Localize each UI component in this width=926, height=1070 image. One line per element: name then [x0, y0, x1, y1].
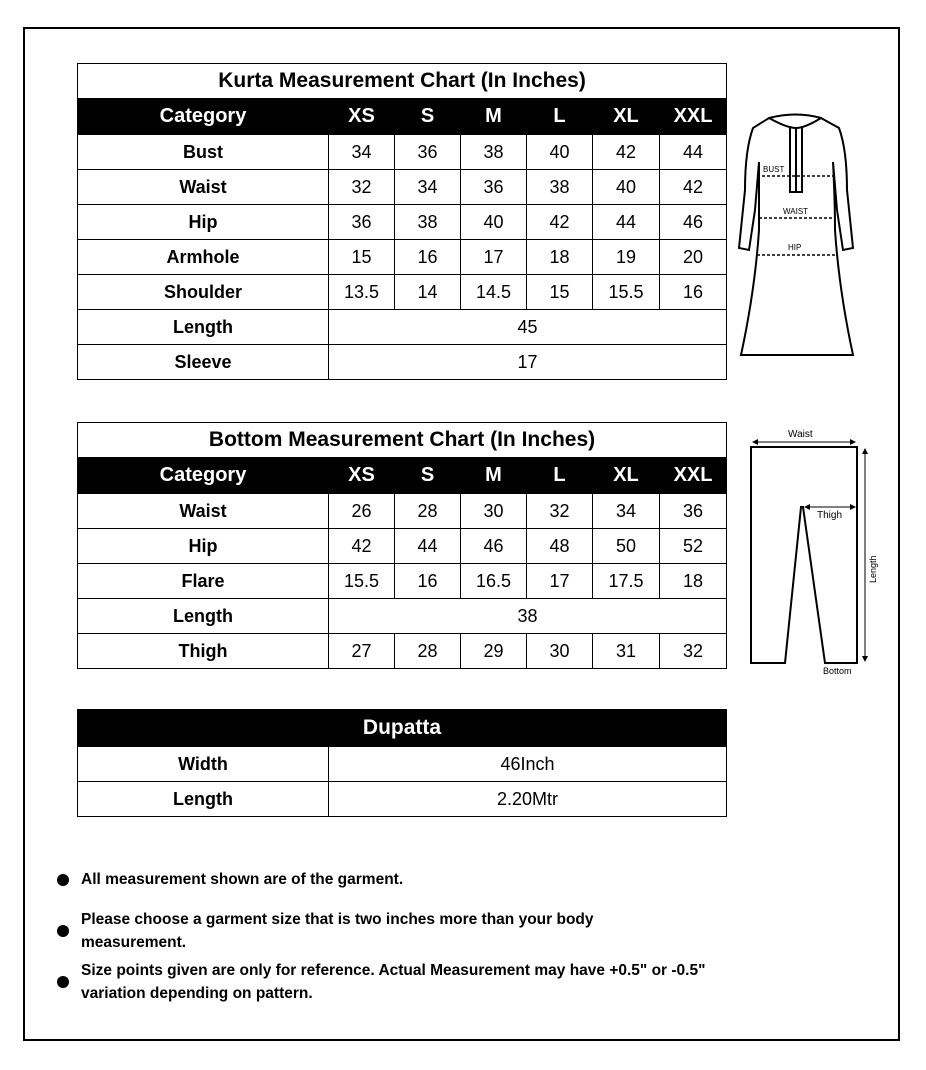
- cell-value: 38: [527, 170, 593, 205]
- cell-value: 36: [329, 205, 395, 240]
- table-row: [78, 494, 727, 529]
- note-text: Size points given are only for reference. Actual Measurement may have +0.5" or -0.5" variation depending on pattern.: [81, 962, 706, 1002]
- waist-label: Waist: [788, 429, 813, 440]
- cell-value: 46: [461, 529, 527, 564]
- cell-value: 44: [660, 135, 727, 170]
- cell-value: 40: [593, 170, 660, 205]
- bottom-label: Bottom: [823, 666, 852, 676]
- list-item: [57, 868, 403, 891]
- column-header-m: M: [461, 458, 527, 494]
- table-row: [78, 205, 727, 240]
- cell-value: 17: [527, 564, 593, 599]
- cell-value: 16: [660, 275, 727, 310]
- column-header-s: S: [395, 99, 461, 135]
- cell-value: 30: [527, 634, 593, 669]
- length-label: Length: [868, 555, 878, 583]
- bullet-icon: [57, 874, 69, 886]
- column-header-m: M: [461, 99, 527, 135]
- cell-value: 36: [461, 170, 527, 205]
- row-label: Width: [78, 747, 329, 782]
- table-row: [78, 564, 727, 599]
- row-label: Waist: [78, 170, 329, 205]
- cell-value: 38: [461, 135, 527, 170]
- cell-value: 18: [660, 564, 727, 599]
- bottom-measurement-table: [77, 422, 727, 669]
- cell-value: 27: [329, 634, 395, 669]
- cell-value: 40: [461, 205, 527, 240]
- cell-value: 30: [461, 494, 527, 529]
- table-row: [78, 135, 727, 170]
- cell-value: 48: [527, 529, 593, 564]
- cell-value: 16.5: [461, 564, 527, 599]
- row-label: Length: [78, 599, 329, 634]
- table-row: [78, 275, 727, 310]
- list-item: [57, 908, 657, 954]
- cell-value: 32: [329, 170, 395, 205]
- cell-value: 52: [660, 529, 727, 564]
- column-header-xl: XL: [593, 99, 660, 135]
- column-header-l: L: [527, 458, 593, 494]
- cell-value: 14: [395, 275, 461, 310]
- column-header-s: S: [395, 458, 461, 494]
- row-label: Armhole: [78, 240, 329, 275]
- bottom-illustration: [745, 427, 885, 679]
- thigh-label: Thigh: [817, 510, 843, 521]
- row-label: Flare: [78, 564, 329, 599]
- cell-value: 16: [395, 564, 461, 599]
- cell-value: 42: [527, 205, 593, 240]
- dupatta-measurement-table: [77, 709, 727, 817]
- cell-value: 34: [329, 135, 395, 170]
- column-header-xxl: XXL: [660, 458, 727, 494]
- cell-value: 15: [527, 275, 593, 310]
- table-row: [78, 782, 727, 817]
- column-header-xs: XS: [329, 99, 395, 135]
- bullet-icon: [57, 925, 69, 937]
- cell-value: 17: [329, 345, 727, 380]
- cell-value: 44: [593, 205, 660, 240]
- cell-value: 38: [395, 205, 461, 240]
- table-row: [78, 634, 727, 669]
- row-label: Length: [78, 782, 329, 817]
- table-row: [78, 529, 727, 564]
- bottom-table-title: Bottom Measurement Chart (In Inches): [78, 423, 727, 458]
- note-text: Please choose a garment size that is two inches more than your body measurement.: [81, 911, 594, 951]
- cell-value: 40: [527, 135, 593, 170]
- cell-value: 46: [660, 205, 727, 240]
- table-row: [78, 345, 727, 380]
- table-row: [78, 240, 727, 275]
- cell-value: 42: [660, 170, 727, 205]
- column-header-xxl: XXL: [660, 99, 727, 135]
- cell-value: 45: [329, 310, 727, 345]
- cell-value: 20: [660, 240, 727, 275]
- bust-label: BUST: [763, 165, 785, 174]
- row-label: Length: [78, 310, 329, 345]
- cell-value: 17.5: [593, 564, 660, 599]
- waist-label: WAIST: [783, 207, 809, 216]
- cell-value: 38: [329, 599, 727, 634]
- cell-value: 26: [329, 494, 395, 529]
- row-label: Hip: [78, 205, 329, 240]
- cell-value: 18: [527, 240, 593, 275]
- cell-value: 13.5: [329, 275, 395, 310]
- kurta-illustration: [735, 110, 857, 362]
- cell-value: 15.5: [329, 564, 395, 599]
- pants-outline: [751, 447, 857, 663]
- cell-value: 44: [395, 529, 461, 564]
- row-label: Bust: [78, 135, 329, 170]
- cell-value: 34: [395, 170, 461, 205]
- table-row: [78, 170, 727, 205]
- cell-value: 34: [593, 494, 660, 529]
- cell-value: 50: [593, 529, 660, 564]
- note-text: All measurement shown are of the garment.: [81, 871, 404, 888]
- cell-value: 42: [593, 135, 660, 170]
- cell-value: 36: [660, 494, 727, 529]
- cell-value: 15.5: [593, 275, 660, 310]
- column-header-xs: XS: [329, 458, 395, 494]
- cell-value: 29: [461, 634, 527, 669]
- hip-label: HIP: [788, 243, 802, 252]
- cell-value: 15: [329, 240, 395, 275]
- cell-value: 28: [395, 494, 461, 529]
- kurta-table-title: Kurta Measurement Chart (In Inches): [78, 64, 727, 99]
- cell-value: 36: [395, 135, 461, 170]
- row-label: Waist: [78, 494, 329, 529]
- cell-value: 32: [660, 634, 727, 669]
- cell-value: 46Inch: [329, 747, 727, 782]
- column-header-category: Category: [78, 99, 329, 135]
- cell-value: 19: [593, 240, 660, 275]
- table-row: [78, 310, 727, 345]
- row-label: Thigh: [78, 634, 329, 669]
- cell-value: 32: [527, 494, 593, 529]
- row-label: Hip: [78, 529, 329, 564]
- bullet-icon: [57, 976, 69, 988]
- list-item: [57, 959, 722, 1005]
- kurta-outline: [739, 115, 853, 356]
- table-row: [78, 747, 727, 782]
- cell-value: 14.5: [461, 275, 527, 310]
- cell-value: 2.20Mtr: [329, 782, 727, 817]
- cell-value: 17: [461, 240, 527, 275]
- cell-value: 31: [593, 634, 660, 669]
- column-header-xl: XL: [593, 458, 660, 494]
- row-label: Shoulder: [78, 275, 329, 310]
- cell-value: 16: [395, 240, 461, 275]
- kurta-measurement-table: [77, 63, 727, 380]
- column-header-category: Category: [78, 458, 329, 494]
- dupatta-table-title: Dupatta: [78, 710, 727, 747]
- column-header-l: L: [527, 99, 593, 135]
- cell-value: 42: [329, 529, 395, 564]
- table-row: [78, 599, 727, 634]
- cell-value: 28: [395, 634, 461, 669]
- row-label: Sleeve: [78, 345, 329, 380]
